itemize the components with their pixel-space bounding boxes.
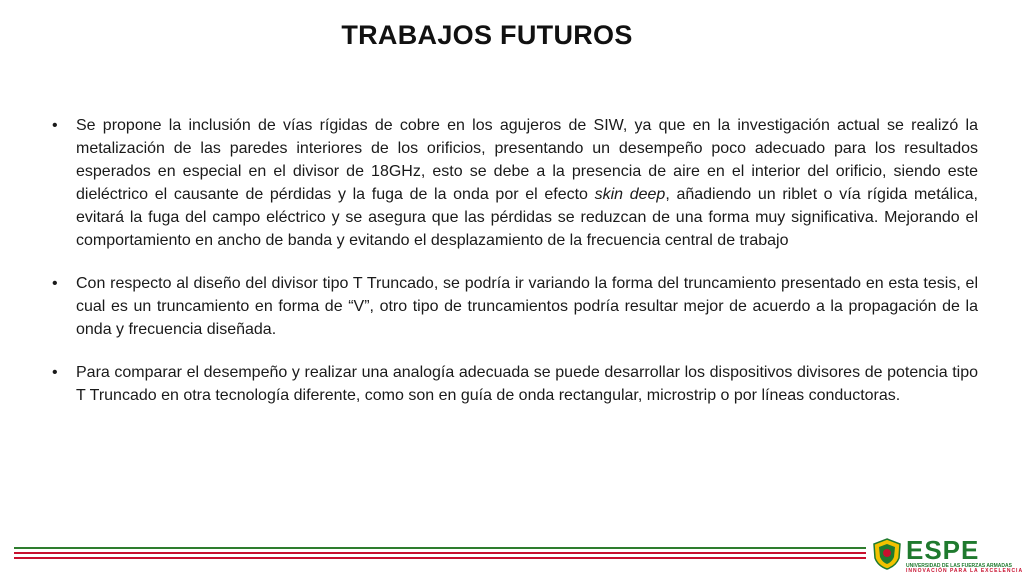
university-seal-icon [872,538,902,570]
bullet-text: Se propone la inclusión de vías rígidas de cobre en los agujeros de SIW, ya que en la investigación actual se realizó la metalización de las paredes interiores de los orificios, presentando un desempeño poco adecuado para los resultados esperados en especial en el divisor de 18GHz, esto se debe a la presencia de aire en el interior del orificio, siendo este dieléctrico el causante de pérdidas y la fuga de la onda por el efecto [76,117,978,203]
footer-red-line [14,552,866,554]
bullet-text: Con respecto al diseño del divisor tipo T Truncado, se podría ir variando la forma del truncamiento presentado en esta tesis, el cual es un truncamiento en forma de “V”, otro tipo de truncamientos podría resultar mejor de acuerdo a la propagación de la onda y frecuencia diseñada. [76,275,978,338]
slide-title: TRABAJOS FUTUROS [341,20,633,50]
logo-tagline: INNOVACIÓN PARA LA EXCELENCIA [906,568,1024,574]
logo-subtitle: UNIVERSIDAD DE LAS FUERZAS ARMADAS [906,563,1012,569]
footer-green-line [14,547,866,549]
bullet-item [52,272,978,341]
bullet-item [52,361,978,407]
logo-wordmark: ESPE [906,535,980,565]
bullet-italic-term: skin deep [594,186,666,203]
espe-logo [870,535,1024,574]
footer-red-line [14,557,866,559]
bullet-dot: • [52,364,58,381]
bullet-text: Para comparar el desempeño y realizar una analogía adecuada se puede desarrollar los dispositivos divisores de potencia tipo T Truncado en otra tecnología diferente, como son en guía de onda rectangular, microstrip o por líneas conductoras. [76,364,978,404]
bullet-dot: • [52,275,58,292]
bullet-list [52,114,978,427]
footer-stripes [14,547,866,561]
bullet-item [52,114,978,252]
bullet-dot: • [52,117,58,134]
bullet-text-continued: , añadiendo un riblet o vía rígida metálica, evitará la fuga del campo eléctrico y se asegura que las pérdidas se reduzcan de una forma muy significativa. Mejorando el comportamiento en ancho de banda y evitando el desplazamiento de la frecuencia central de trabajo [76,186,978,249]
